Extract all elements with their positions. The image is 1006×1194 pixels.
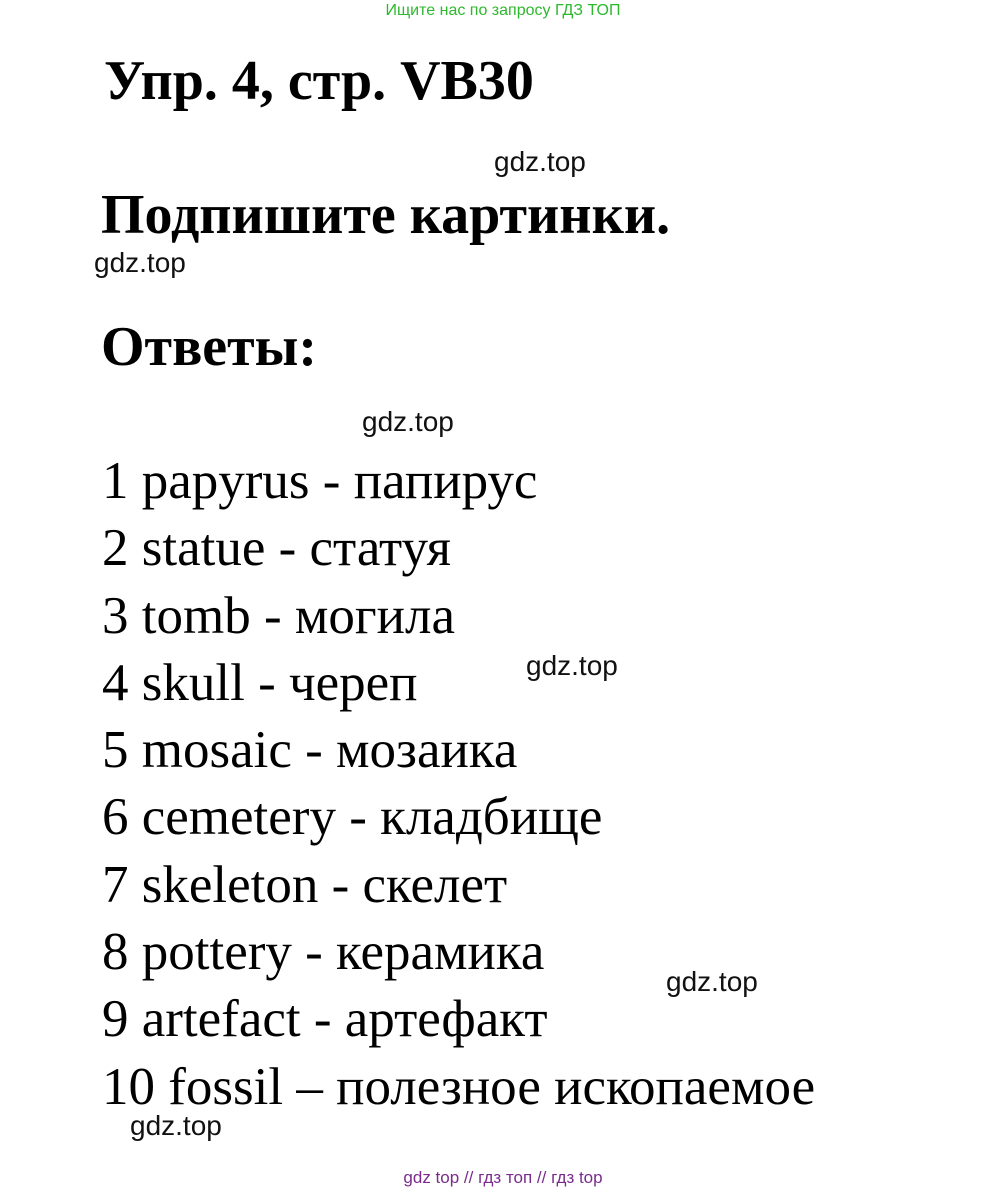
answer-item: 6 cemetery - кладбище: [102, 788, 603, 847]
answer-item: 9 artefact - артефакт: [102, 990, 548, 1049]
answer-item: 5 mosaic - мозаика: [102, 721, 518, 780]
watermark-text: gdz.top: [94, 247, 186, 278]
top-banner: Ищите нас по запросу ГДЗ ТОП: [385, 2, 621, 19]
page-title: Упр. 4, стр. VB30: [104, 50, 534, 112]
answer-item: 10 fossil – полезное ископаемое: [102, 1057, 816, 1116]
answer-item: 8 pottery - керамика: [102, 923, 545, 982]
watermark-text: gdz.top: [666, 966, 758, 997]
answer-item: 3 tomb - могила: [102, 586, 455, 645]
answer-item: 7 skeleton - скелет: [102, 855, 508, 914]
watermark-text: gdz.top: [362, 406, 454, 437]
instruction-heading: Подпишите картинки.: [101, 184, 671, 246]
answers-heading: Ответы:: [101, 316, 318, 378]
answer-item: 4 skull - череп: [102, 653, 418, 712]
answer-item: 2 statue - статуя: [102, 519, 452, 578]
watermark-text: gdz.top: [130, 1110, 222, 1141]
answer-item: 1 papyrus - папирус: [102, 452, 538, 510]
footer-links: gdz top // гдз топ // гдз top: [403, 1168, 603, 1187]
watermark-text: gdz.top: [494, 146, 586, 177]
watermark-text: gdz.top: [526, 650, 618, 681]
answers-list: [102, 448, 815, 1121]
